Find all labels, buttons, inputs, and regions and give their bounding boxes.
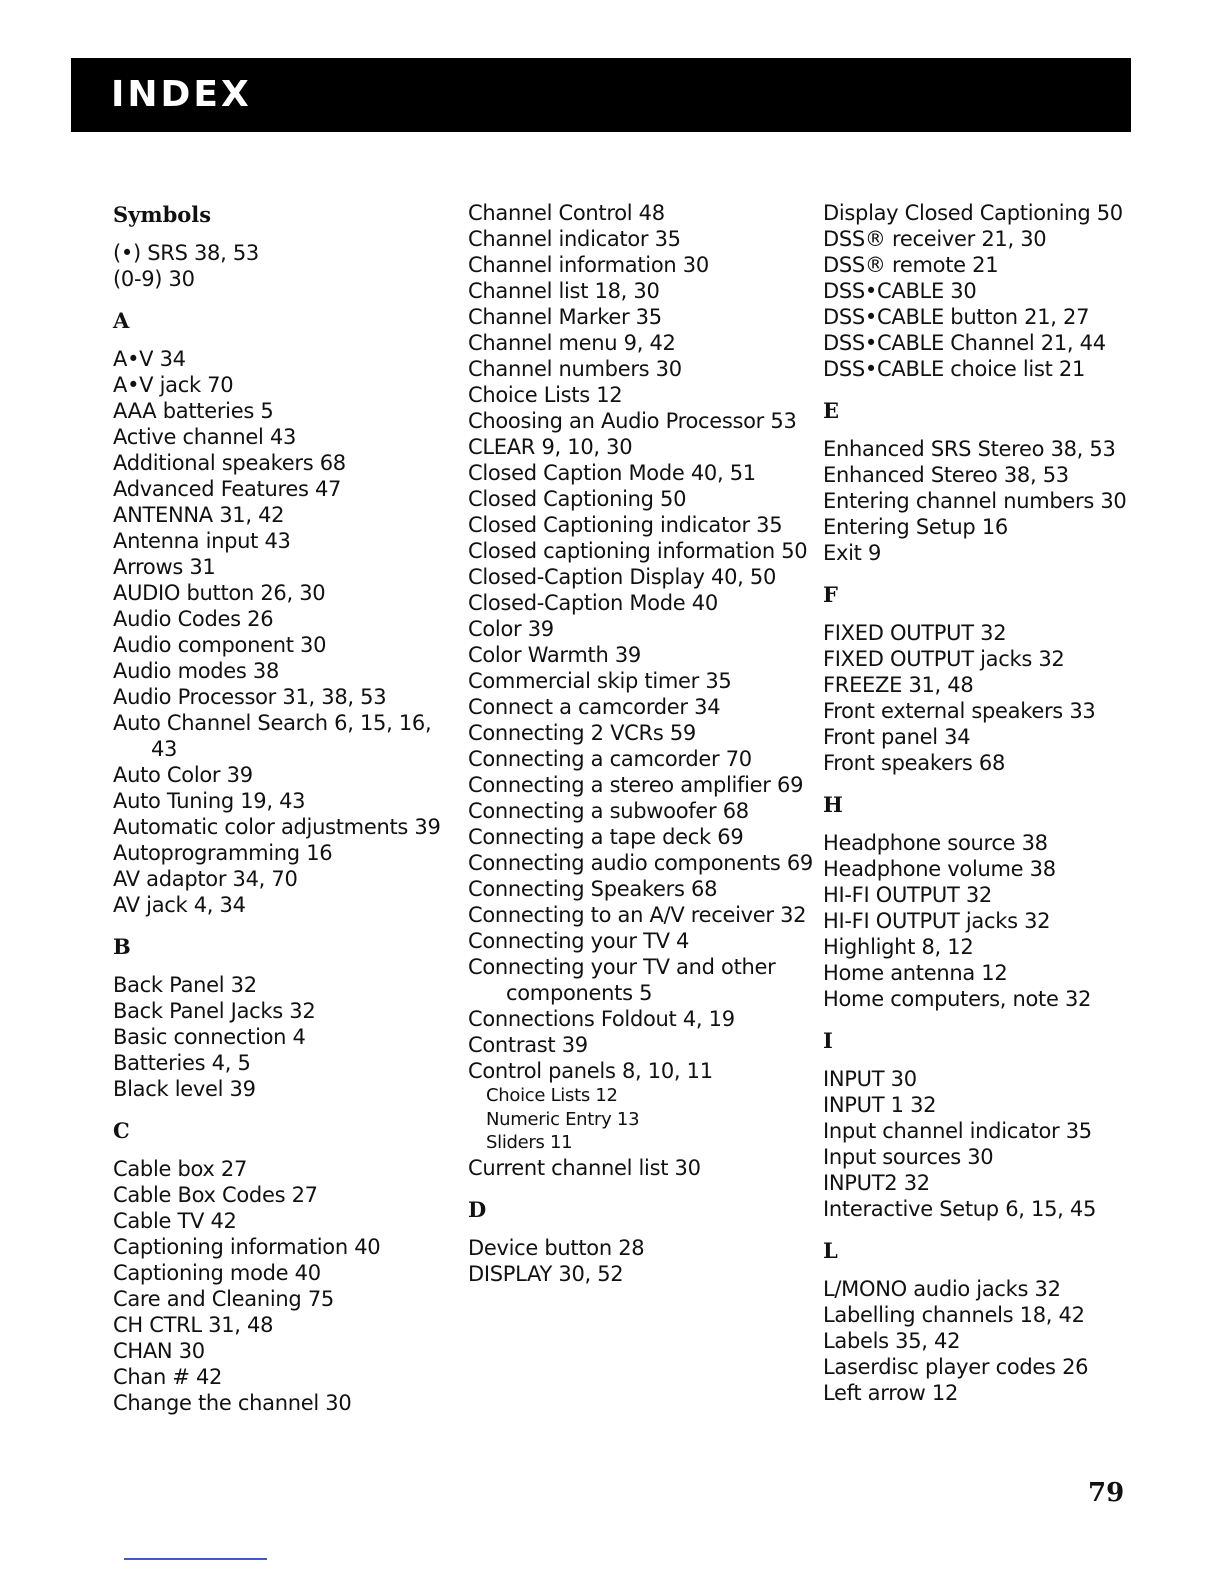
index-entry: Chan # 42 bbox=[113, 1365, 223, 1389]
index-section bbox=[823, 790, 1183, 1012]
index-entry: Exit 9 bbox=[823, 541, 882, 565]
index-entry: Choice Lists 12 bbox=[468, 383, 623, 407]
index-entry: Display Closed Captioning 50 bbox=[823, 201, 1123, 225]
index-entry: DSS•CABLE 30 bbox=[823, 279, 977, 303]
index-entry: Connecting 2 VCRs 59 bbox=[468, 721, 696, 745]
index-entry: Closed-Caption Display 40, 50 bbox=[468, 565, 777, 589]
index-entry: Closed Captioning 50 bbox=[468, 487, 687, 511]
index-section bbox=[823, 580, 1183, 776]
index-section bbox=[823, 1026, 1183, 1222]
index-section bbox=[823, 200, 1183, 382]
index-entry: Additional speakers 68 bbox=[113, 451, 346, 475]
index-entry: Front external speakers 33 bbox=[823, 699, 1096, 723]
index-entry: DSS•CABLE button 21, 27 bbox=[823, 305, 1090, 329]
index-entry: Control panels 8, 10, 11 bbox=[468, 1059, 713, 1083]
index-section bbox=[823, 396, 1183, 566]
index-entry: Highlight 8, 12 bbox=[823, 935, 974, 959]
index-entry: Headphone source 38 bbox=[823, 831, 1048, 855]
index-entry: Device button 28 bbox=[468, 1235, 645, 1260]
index-entry: Basic connection 4 bbox=[113, 1025, 306, 1049]
index-entry: A•V 34 bbox=[113, 347, 186, 371]
index-entry: Connecting your TV and other components 5 bbox=[468, 955, 776, 1005]
index-entry: Auto Color 39 bbox=[113, 763, 253, 787]
index-entry: CLEAR 9, 10, 30 bbox=[468, 435, 633, 459]
page-number: 79 bbox=[1088, 1478, 1125, 1508]
index-entry: Channel indicator 35 bbox=[468, 227, 681, 251]
scan-edge-line bbox=[124, 1558, 267, 1560]
section-heading: H bbox=[823, 792, 843, 817]
index-column-1 bbox=[113, 200, 463, 1430]
index-section bbox=[113, 200, 463, 292]
index-entry: INPUT2 32 bbox=[823, 1171, 930, 1195]
index-entry: FIXED OUTPUT jacks 32 bbox=[823, 647, 1065, 671]
index-entry: Closed captioning information 50 bbox=[468, 539, 808, 563]
index-entry: AV adaptor 34, 70 bbox=[113, 867, 298, 891]
index-entry: Choosing an Audio Processor 53 bbox=[468, 409, 797, 433]
index-entry: L/MONO audio jacks 32 bbox=[823, 1277, 1061, 1301]
index-entry: Front panel 34 bbox=[823, 725, 971, 749]
index-entry: Entering Setup 16 bbox=[823, 515, 1008, 539]
index-entry: Black level 39 bbox=[113, 1077, 256, 1101]
index-entry: Change the channel 30 bbox=[113, 1391, 352, 1415]
index-entry: CHAN 30 bbox=[113, 1339, 205, 1363]
index-entry: Channel numbers 30 bbox=[468, 357, 682, 381]
index-entry: Current channel list 30 bbox=[468, 1155, 701, 1180]
index-entry: Closed-Caption Mode 40 bbox=[468, 591, 718, 615]
section-heading: L bbox=[823, 1238, 838, 1263]
index-entry: Auto Tuning 19, 43 bbox=[113, 789, 306, 813]
index-entry: Connecting Speakers 68 bbox=[468, 877, 718, 901]
index-entry: HI-FI OUTPUT 32 bbox=[823, 883, 992, 907]
index-header-bar bbox=[71, 58, 1131, 132]
index-entry: AAA batteries 5 bbox=[113, 399, 274, 423]
index-entry: Laserdisc player codes 26 bbox=[823, 1355, 1089, 1379]
index-entry: Antenna input 43 bbox=[113, 529, 291, 553]
index-entry: Care and Cleaning 75 bbox=[113, 1287, 334, 1311]
index-section bbox=[113, 1116, 463, 1416]
index-entry: Headphone volume 38 bbox=[823, 857, 1056, 881]
index-entry: A•V jack 70 bbox=[113, 373, 234, 397]
index-entry: Connecting to an A/V receiver 32 bbox=[468, 903, 807, 927]
index-entry: (0-9) 30 bbox=[113, 267, 195, 291]
index-entry: Cable Box Codes 27 bbox=[113, 1183, 318, 1207]
index-entry: Cable box 27 bbox=[113, 1157, 248, 1181]
index-entry: DSS® remote 21 bbox=[823, 253, 999, 277]
index-entry: Connecting a subwoofer 68 bbox=[468, 799, 749, 823]
index-entry: HI-FI OUTPUT jacks 32 bbox=[823, 909, 1051, 933]
index-entry: Interactive Setup 6, 15, 45 bbox=[823, 1197, 1097, 1221]
index-entry: Input channel indicator 35 bbox=[823, 1119, 1092, 1143]
index-entry: Connecting a stereo amplifier 69 bbox=[468, 773, 804, 797]
index-entry: Connect a camcorder 34 bbox=[468, 695, 721, 719]
index-entry: Channel list 18, 30 bbox=[468, 279, 660, 303]
index-entry: Home antenna 12 bbox=[823, 961, 1008, 985]
index-entry: DSS•CABLE Channel 21, 44 bbox=[823, 331, 1106, 355]
index-column-2 bbox=[468, 200, 818, 1301]
index-entry: INPUT 30 bbox=[823, 1067, 917, 1091]
index-entry: Audio modes 38 bbox=[113, 659, 280, 683]
index-section bbox=[468, 1195, 818, 1287]
index-entry: AUDIO button 26, 30 bbox=[113, 581, 326, 605]
index-entry: Commercial skip timer 35 bbox=[468, 669, 732, 693]
index-entry: Input sources 30 bbox=[823, 1145, 994, 1169]
index-column-3 bbox=[823, 200, 1183, 1420]
index-entry: FREEZE 31, 48 bbox=[823, 673, 974, 697]
index-entry: Closed Captioning indicator 35 bbox=[468, 513, 783, 537]
index-entry: Channel information 30 bbox=[468, 253, 709, 277]
index-entry: Back Panel Jacks 32 bbox=[113, 999, 316, 1023]
index-entry: Entering channel numbers 30 bbox=[823, 489, 1127, 513]
page-title: INDEX bbox=[111, 74, 252, 115]
index-entry: Connecting a camcorder 70 bbox=[468, 747, 752, 771]
index-entry: Enhanced SRS Stereo 38, 53 bbox=[823, 437, 1116, 461]
index-entry: Active channel 43 bbox=[113, 425, 297, 449]
index-entry: Channel Marker 35 bbox=[468, 305, 662, 329]
index-entry: Cable TV 42 bbox=[113, 1209, 237, 1233]
index-section bbox=[823, 1236, 1183, 1406]
index-entry: Back Panel 32 bbox=[113, 973, 257, 997]
index-subentry: Choice Lists 12 bbox=[486, 1085, 618, 1106]
index-entry: DSS® receiver 21, 30 bbox=[823, 227, 1047, 251]
index-entry: CH CTRL 31, 48 bbox=[113, 1313, 274, 1337]
index-entry: DISPLAY 30, 52 bbox=[468, 1261, 624, 1286]
index-entry: Home computers, note 32 bbox=[823, 987, 1092, 1011]
index-entry: Connecting audio components 69 bbox=[468, 851, 813, 875]
section-heading: E bbox=[823, 398, 840, 423]
index-entry: Left arrow 12 bbox=[823, 1381, 959, 1405]
index-entry: ANTENNA 31, 42 bbox=[113, 503, 285, 527]
index-section bbox=[113, 306, 463, 918]
index-entry: Connections Foldout 4, 19 bbox=[468, 1007, 735, 1031]
index-entry: Connecting your TV 4 bbox=[468, 929, 690, 953]
index-entry: FIXED OUTPUT 32 bbox=[823, 621, 1007, 645]
section-heading: I bbox=[823, 1028, 833, 1053]
index-entry: Labels 35, 42 bbox=[823, 1329, 961, 1353]
index-entry: Closed Caption Mode 40, 51 bbox=[468, 461, 756, 485]
index-entry: Contrast 39 bbox=[468, 1033, 588, 1057]
index-subentry: Numeric Entry 13 bbox=[486, 1108, 640, 1130]
index-entry: Front speakers 68 bbox=[823, 751, 1006, 775]
index-entry: Captioning mode 40 bbox=[113, 1261, 321, 1285]
index-section bbox=[113, 932, 463, 1102]
index-entry: DSS•CABLE choice list 21 bbox=[823, 357, 1086, 381]
section-heading: C bbox=[113, 1118, 130, 1143]
index-entry: Audio Codes 26 bbox=[113, 607, 274, 631]
index-entry: Enhanced Stereo 38, 53 bbox=[823, 463, 1069, 487]
index-entry: Batteries 4, 5 bbox=[113, 1051, 251, 1075]
index-entry: Arrows 31 bbox=[113, 555, 216, 579]
index-section bbox=[468, 200, 818, 1181]
index-entry: Autoprogramming 16 bbox=[113, 841, 333, 865]
index-entry: Auto Channel Search 6, 15, 16, 43 bbox=[113, 711, 432, 761]
index-entry: AV jack 4, 34 bbox=[113, 893, 246, 917]
index-entry: INPUT 1 32 bbox=[823, 1093, 937, 1117]
index-entry: Color 39 bbox=[468, 617, 554, 641]
index-entry: Color Warmth 39 bbox=[468, 643, 641, 667]
section-heading: D bbox=[468, 1196, 487, 1222]
index-entry: Labelling channels 18, 42 bbox=[823, 1303, 1085, 1327]
index-entry: Advanced Features 47 bbox=[113, 477, 342, 501]
index-entry: Audio component 30 bbox=[113, 633, 327, 657]
index-entry: Connecting a tape deck 69 bbox=[468, 825, 744, 849]
index-entry: (•) SRS 38, 53 bbox=[113, 241, 259, 265]
index-subentry: Sliders 11 bbox=[486, 1132, 573, 1153]
index-entry: Automatic color adjustments 39 bbox=[113, 815, 441, 839]
section-heading: Symbols bbox=[113, 202, 212, 227]
index-entry: Audio Processor 31, 38, 53 bbox=[113, 685, 387, 709]
section-heading: F bbox=[823, 582, 838, 607]
section-heading: A bbox=[113, 308, 130, 333]
index-entry: Captioning information 40 bbox=[113, 1235, 381, 1259]
index-entry: Channel Control 48 bbox=[468, 201, 665, 225]
section-heading: B bbox=[113, 934, 131, 959]
index-entry: Channel menu 9, 42 bbox=[468, 331, 676, 355]
